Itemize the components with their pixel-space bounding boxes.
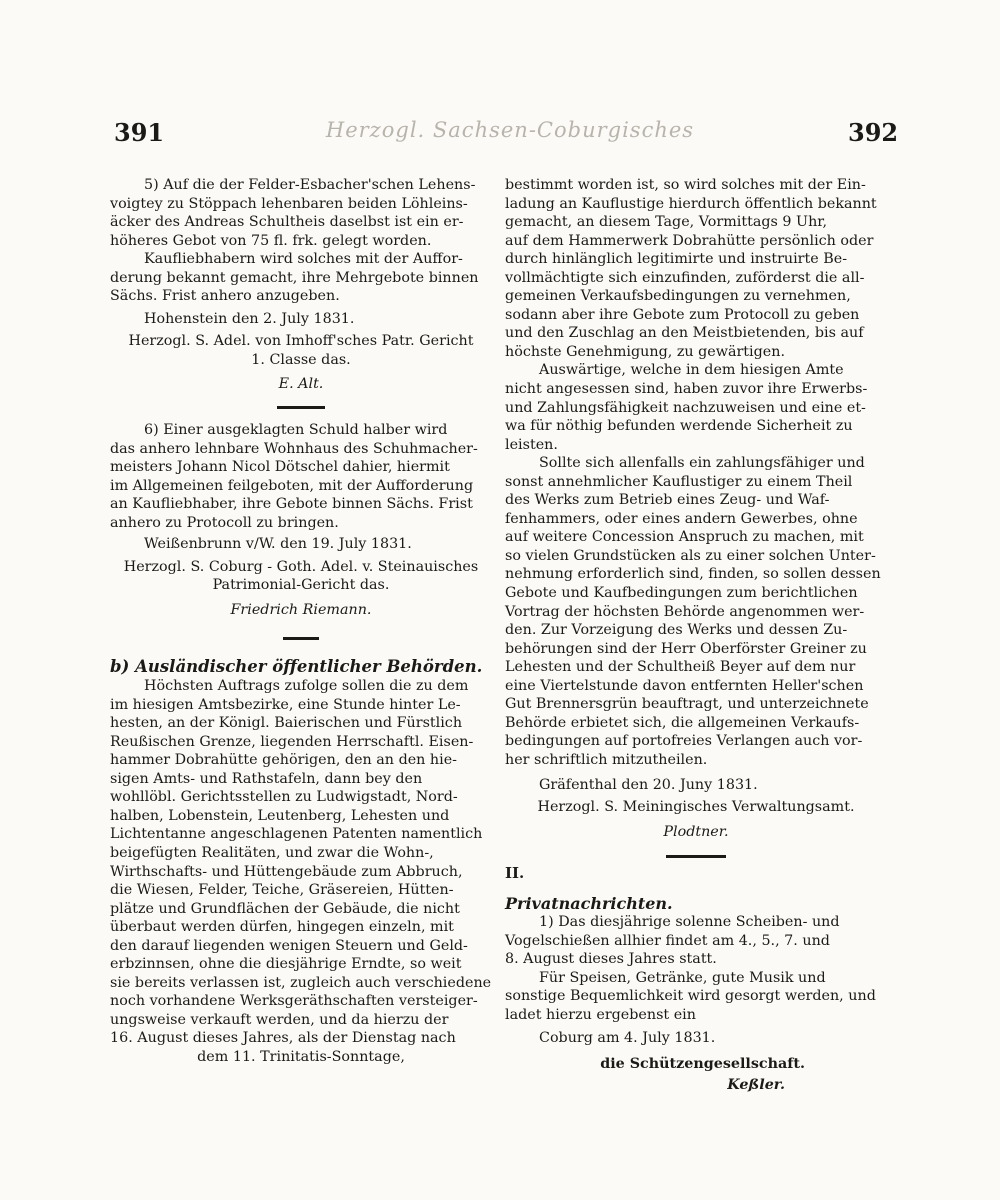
section-b-line: dem 11. Trinitatis-Sonntage, [197, 1048, 405, 1065]
notice-5-line: Sächs. Frist anhero anzugeben. [110, 288, 340, 305]
section-b-line: überbaut werden dürfen, hingegen einzeln, mit [110, 919, 454, 936]
sollte-line: so vielen Grundstücken als zu einer solchen Unter- [505, 547, 876, 564]
continued-line: sodann aber ihre Gebote zum Protocoll zu geben [505, 306, 860, 323]
section-b-line: die Wiesen, Felder, Teiche, Gräsereien, Hütten- [110, 882, 454, 899]
auswaertige-line: leisten. [505, 436, 558, 453]
left-column [110, 176, 492, 1067]
sollte-line: Gut Brennersgrün beauftragt, und unterzeichnete [505, 696, 869, 713]
notice-5-court: 1. Classe das. [251, 351, 351, 368]
sollte-line: bedingungen auf portofreies Verlangen auch vor- [505, 733, 863, 750]
section-b-line: wohllöbl. Gerichtsstellen zu Ludwigstadt, Nord- [110, 789, 458, 806]
notice-6-line: an Kaufliebhaber, ihre Gebote binnen Sächs. Frist [110, 496, 473, 513]
continued-line: ladung an Kauflustige hierdurch öffentlich bekannt [505, 195, 877, 212]
section-b-line: halben, Lobenstein, Leutenberg, Lehesten und [110, 807, 450, 824]
auswaertige-line: Auswärtige, welche in dem hiesigen Amte [539, 362, 844, 379]
place-date: Gräfenthal den 20. Juny 1831. [539, 776, 758, 793]
notice-6-court: Patrimonial-Gericht das. [212, 577, 390, 594]
sollte-line: des Werks zum Betrieb eines Zeug- und Waf- [505, 492, 830, 509]
section-title: Privatnachrichten. [505, 893, 673, 913]
private-line: sonstige Bequemlichkeit wird gesorgt werden, und [505, 988, 876, 1005]
section-b-line: beigefügten Realitäten, und zwar die Wohn-, [110, 844, 434, 861]
continued-line: durch hinlänglich legitimirte und instruirte Be- [505, 251, 848, 268]
private-line: ladet hierzu ergebenst ein [505, 1006, 696, 1023]
private-place-date: Coburg am 4. July 1831. [539, 1029, 716, 1046]
notice-5-line: höheres Gebot von 75 fl. frk. gelegt worden. [110, 232, 432, 249]
auswaertige-paragraph [505, 361, 887, 454]
section-divider [283, 637, 319, 640]
notice-5-place-date: Hohenstein den 2. July 1831. [144, 310, 355, 327]
notice-6-line: anhero zu Protocoll zu bringen. [110, 514, 339, 531]
continued-line: höchste Genehmigung, zu gewärtigen. [505, 343, 785, 360]
page-number-left: 391 [114, 118, 165, 147]
continued-line: und den Zuschlag an den Meistbietenden, bis auf [505, 325, 864, 342]
notice-5-court: Herzogl. S. Adel. von Imhoff'sches Patr. Gericht [128, 333, 474, 350]
auswaertige-line: und Zahlungsfähigkeit nachzuweisen und eine et- [505, 399, 866, 416]
section-b-line: Wirthschafts- und Hüttengebäude zum Abbruch, [110, 863, 463, 880]
section-b-line: Höchsten Auftrags zufolge sollen die zu dem [144, 678, 469, 695]
private-notice-1 [505, 913, 887, 1024]
private-line: Vogelschießen allhier findet am 4., 5., 7. und [505, 932, 830, 949]
section-b-line: hammer Dobrahütte gehörigen, den an den hie- [110, 752, 457, 769]
notice-5-line: derung bekannt gemacht, ihre Mehrgebote binnen [110, 269, 479, 286]
section-b-line: Reußischen Grenze, liegenden Herrschaftl. Eisen- [110, 733, 474, 750]
section-divider [666, 855, 726, 858]
private-line: Für Speisen, Getränke, gute Musik und [539, 969, 826, 986]
notice-6-line: meisters Johann Nicol Dötschel dahier, hiermit [110, 459, 450, 476]
signer: Plodtner. [663, 823, 729, 840]
section-b-line: Lichtentanne angeschlagenen Patenten namentlich [110, 826, 483, 843]
section-b-continued [505, 176, 887, 361]
notice-6-line: das anhero lehnbare Wohnhaus des Schuhmacher- [110, 440, 478, 457]
notice-6-signer: Friedrich Riemann. [230, 601, 372, 618]
notice-5-line: äcker des Andreas Schultheis daselbst ist ein er- [110, 214, 464, 231]
notice-6-line: im Allgemeinen feilgeboten, mit der Aufforderung [110, 477, 474, 494]
issuing-office: Herzogl. S. Meiningisches Verwaltungsamt. [537, 799, 855, 816]
notice-6-line: 6) Einer ausgeklagten Schuld halber wird [144, 422, 448, 439]
section-b-line: ungsweise verkauft werden, und da hierzu der [110, 1011, 449, 1028]
section-number: II. [505, 864, 525, 883]
auswaertige-line: nicht angesessen sind, haben zuvor ihre Erwerbs- [505, 381, 868, 398]
continued-line: gemacht, an diesem Tage, Vormittags 9 Uhr, [505, 214, 828, 231]
sollte-line: nehmung erforderlich sind, finden, so sollen dessen [505, 566, 881, 583]
section-b-line: den darauf liegenden wenigen Steuern und Geld- [110, 937, 468, 954]
section-b-heading: b) Ausländischer öffentlicher Behörden. [110, 657, 483, 677]
auswaertige-line: wa für nöthig befunden werdende Sicherheit zu [505, 418, 853, 435]
private-signer: Keßler. [727, 1076, 785, 1093]
sollte-paragraph [505, 454, 887, 769]
notice-5-line: 5) Auf die der Felder-Esbacher'schen Lehens- [144, 177, 476, 193]
sollte-line: Sollte sich allenfalls ein zahlungsfähiger und [539, 455, 865, 472]
notice-5-line: voigtey zu Stöppach lehenbaren beiden Löhleins- [110, 195, 468, 212]
section-b-line: sie bereits verlassen ist, zugleich auch verschiedene [110, 974, 492, 991]
sollte-line: Gebote und Kaufbedingungen zum berichtlichen [505, 585, 858, 602]
continued-line: vollmächtigte sich einzufinden, zuförderst die all- [505, 269, 865, 286]
private-society: die Schützengesellschaft. [600, 1056, 805, 1073]
running-header-bleedthrough: Herzogl. Sachsen-Coburgisches [325, 118, 695, 142]
continued-line: gemeinen Verkaufsbedingungen zu vernehmen, [505, 288, 851, 305]
section-b-line: plätze und Grundflächen der Gebäude, die nicht [110, 900, 460, 917]
notice-6 [110, 421, 492, 532]
right-column [505, 176, 887, 1094]
notice-5-line: Kaufliebhabern wird solches mit der Auffor- [144, 251, 463, 268]
private-line: 1) Das diesjährige solenne Scheiben- und [539, 914, 840, 931]
sollte-line: Vortrag der höchsten Behörde angenommen wer- [505, 603, 865, 620]
sollte-line: sonst annehmlicher Kauflustiger zu einem Theil [505, 473, 853, 490]
sollte-line: Behörde erbietet sich, die allgemeinen Verkaufs- [505, 714, 860, 731]
section-b-line: erbzinnsen, ohne die diesjährige Erndte, so weit [110, 956, 462, 973]
notice-5-signer: E. Alt. [278, 376, 324, 393]
section-b-line: sigen Amts- und Rathstafeln, dann bey den [110, 770, 423, 787]
section-b-line: hesten, an der Königl. Baierischen und Fürstlich [110, 715, 463, 732]
sollte-line: auf weitere Concession Anspruch zu machen, mit [505, 529, 864, 546]
page-number-right: 392 [848, 118, 899, 147]
sollte-line: den. Zur Vorzeigung des Werks und dessen Zu- [505, 622, 848, 639]
continued-line: auf dem Hammerwerk Dobrahütte persönlich oder [505, 232, 874, 249]
notice-5 [110, 176, 492, 306]
section-divider [277, 406, 325, 409]
section-b-line: noch vorhandene Werksgeräthschaften versteiger- [110, 993, 478, 1010]
sollte-line: her schriftlich mitzutheilen. [505, 751, 708, 768]
sollte-line: Lehesten und der Schultheiß Beyer auf dem nur [505, 659, 856, 676]
notice-6-place-date: Weißenbrunn v/W. den 19. July 1831. [144, 536, 412, 553]
notice-6-court: Herzogl. S. Coburg - Goth. Adel. v. Steinauisches [123, 558, 479, 575]
sollte-line: eine Viertelstunde davon entfernten Heller'schen [505, 677, 864, 694]
section-b-line: im hiesigen Amtsbezirke, eine Stunde hinter Le- [110, 696, 461, 713]
section-b-text [110, 677, 492, 1066]
continued-line: bestimmt worden ist, so wird solches mit der Ein- [505, 177, 866, 193]
sollte-line: fenhammers, oder eines andern Gewerbes, ohne [505, 510, 858, 527]
private-line: 8. August dieses Jahres statt. [505, 951, 717, 968]
section-b-line: 16. August dieses Jahres, als der Dienstag nach [110, 1030, 456, 1047]
sollte-line: behörungen sind der Herr Oberförster Greiner zu [505, 640, 867, 657]
